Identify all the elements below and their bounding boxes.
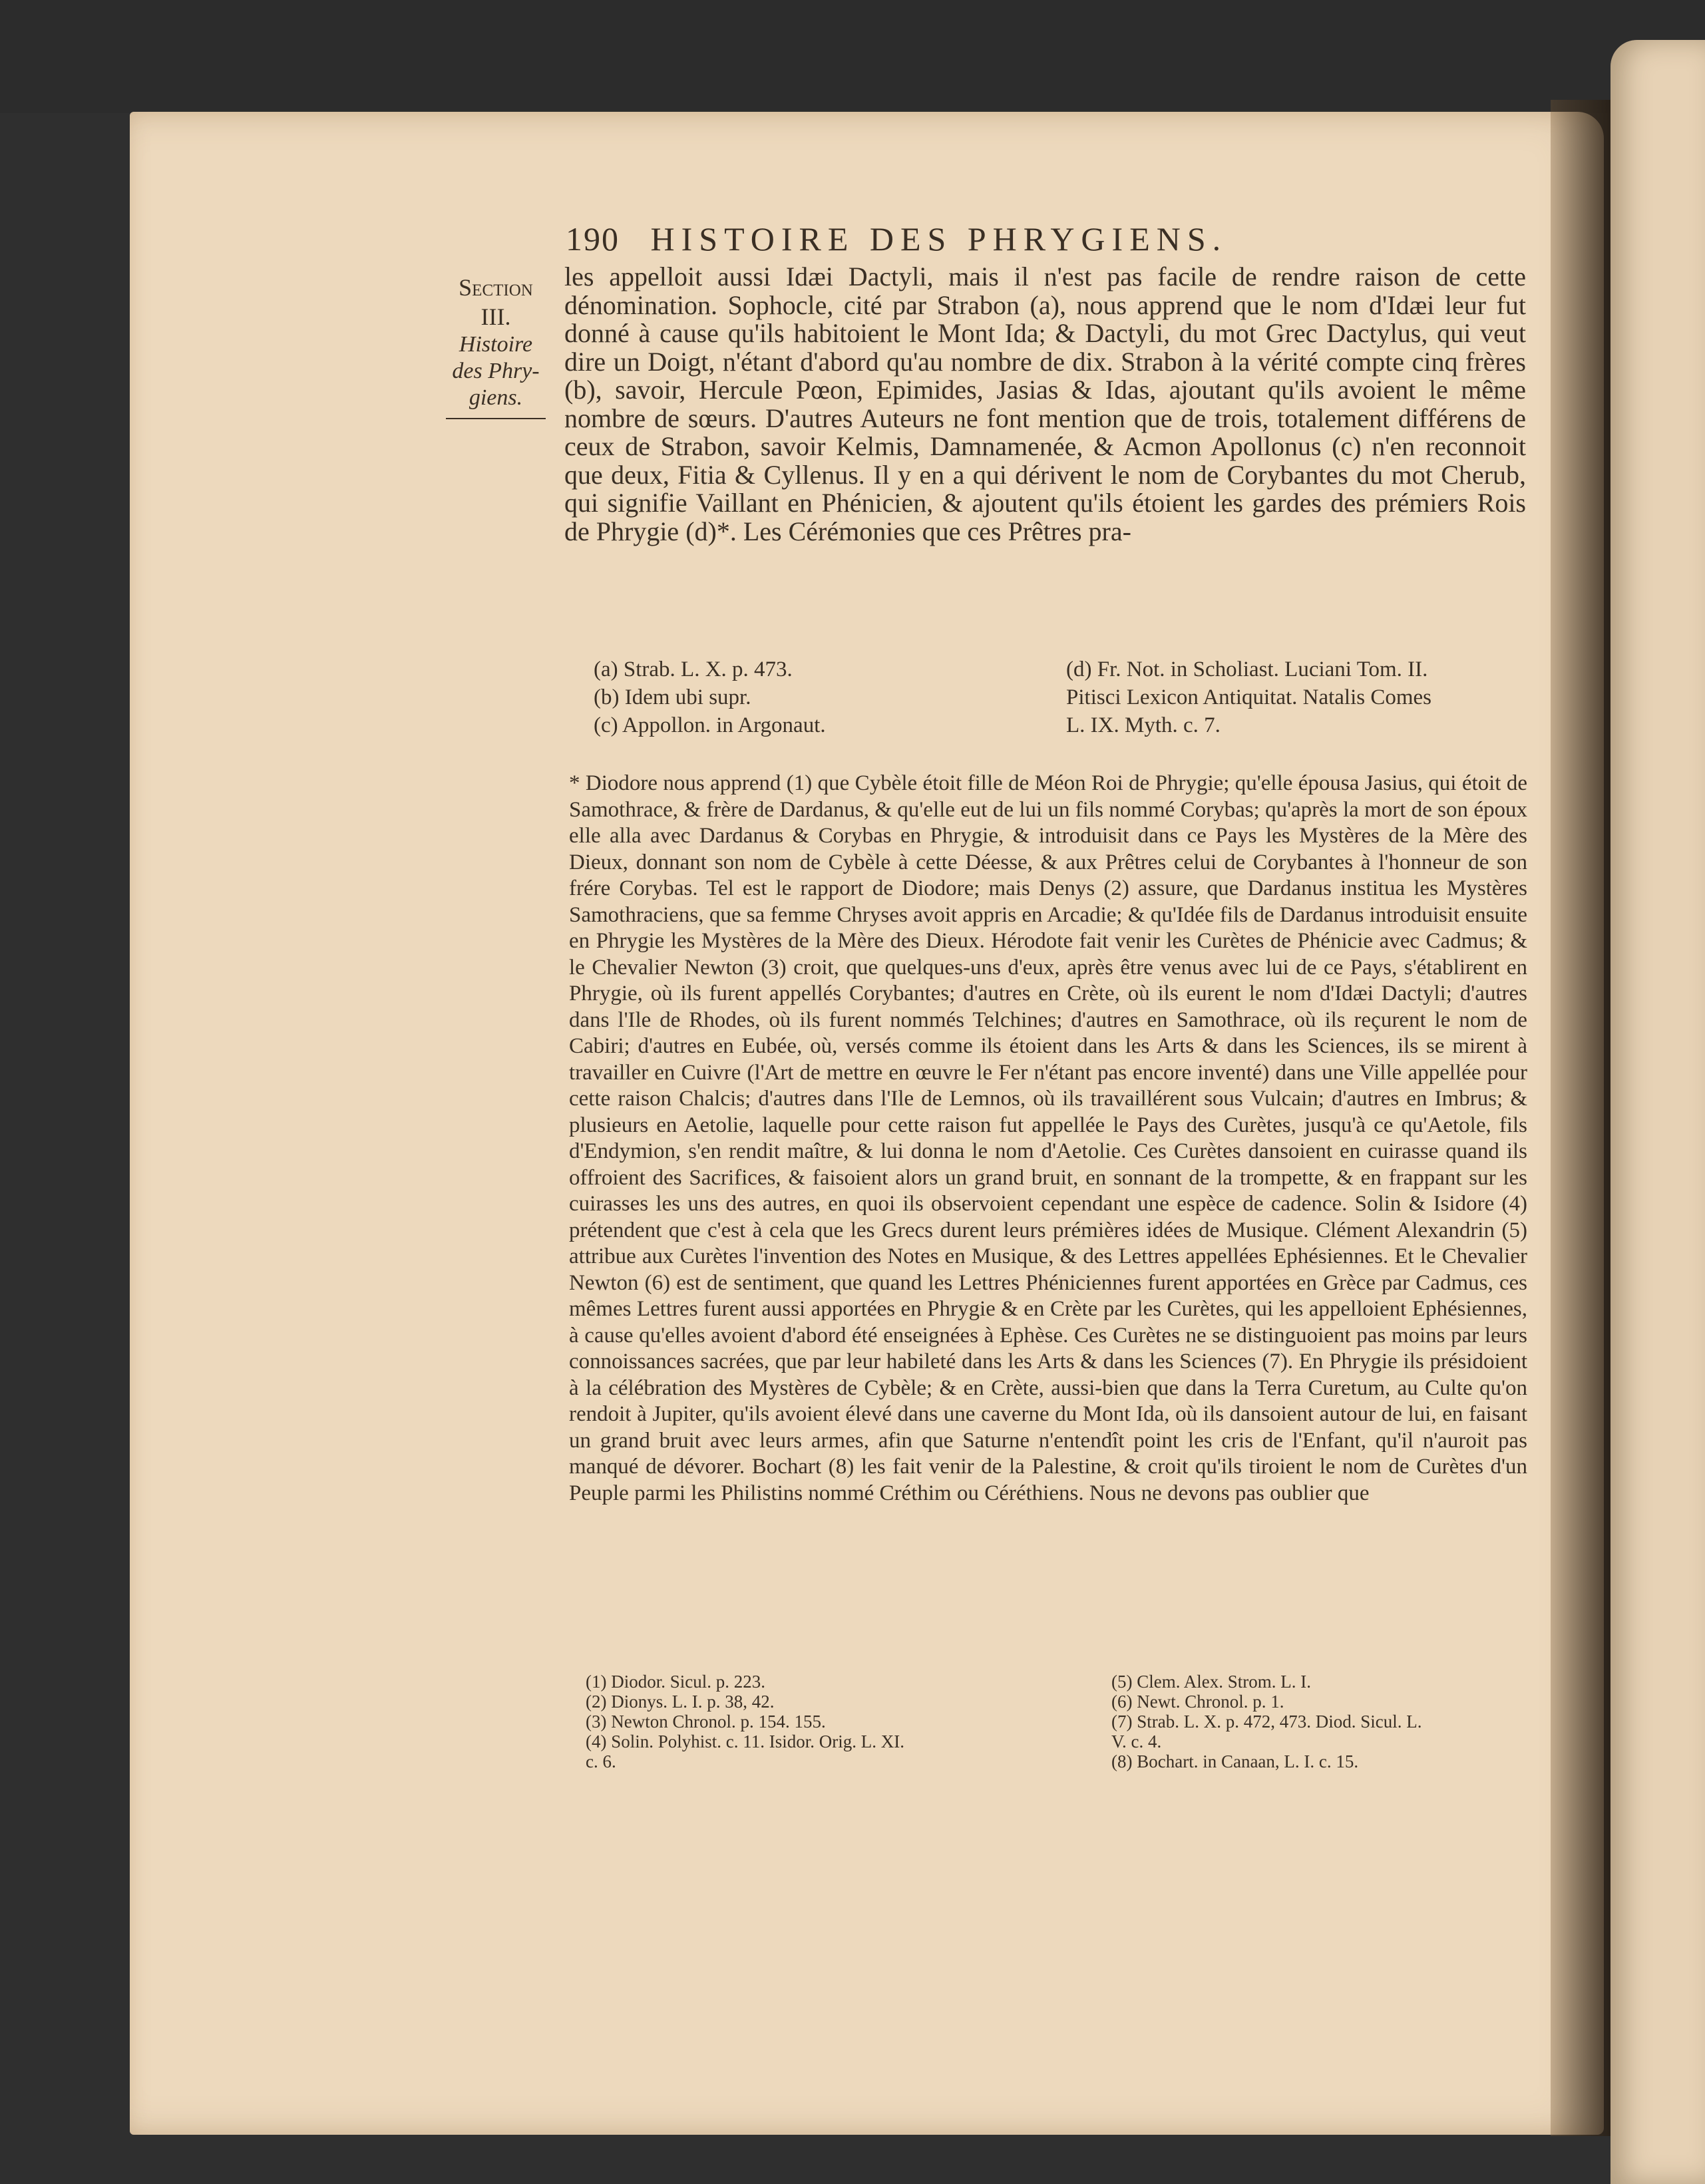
main-text bbox=[564, 263, 1526, 546]
footnote-8: (8) Bochart. in Canaan, L. I. c. 15. bbox=[1111, 1751, 1359, 1771]
page-gutter-shadow bbox=[1551, 100, 1610, 2136]
scan-background bbox=[0, 0, 1705, 113]
footnotes-top bbox=[594, 655, 1532, 739]
footnote-3: (3) Newton Chronol. p. 154. 155. bbox=[586, 1712, 826, 1731]
footnotes-top-right bbox=[1066, 655, 1532, 739]
asterisk-note bbox=[569, 771, 1527, 1507]
footnotes-bottom-right bbox=[1111, 1672, 1524, 1771]
margin-note-line: giens. bbox=[469, 385, 523, 410]
main-paragraph: les appelloit aussi Idæi Dactyli, mais il n'est pas facile de rendre raison de cette dénomination. Sophocle, cité par Strabon (a), nous apprend que le nom d'Idæi leur fut donné à cause qu'ils habitoient le Mont Ida; & Dactyli, du mot Grec Dactylus, qui veut dire un Doigt, n'étant d'abord qu'au nombre de dix. Strabon à la vérité compte cinq frères (b), savoir, Hercule Pœon, Epimides, Jasias & Idas, ajoutant qu'ils avoient le même nombre de sœurs. D'autres Auteurs ne font mention que de trois, totalement différens de ceux de Strabon, savoir Kelmis, Damnamenée, & Acmon Apollonus (c) n'en reconnoit que deux, Fitia & Cyllenus. Il y en a qui dérivent le nom de Corybantes du mot Cherub, qui signifie Vaillant en Phénicien, & ajoutent qu'ils étoient les gardes des prémiers Rois de Phrygie (d)*. Les Cérémonies que ces Prêtres pra- bbox=[564, 262, 1526, 546]
footnote-c: (c) Appollon. in Argonaut. bbox=[594, 713, 826, 737]
footnote-2: (2) Dionys. L. I. p. 38, 42. bbox=[586, 1692, 775, 1712]
facing-page-edge bbox=[1610, 40, 1705, 2184]
footnotes-bottom bbox=[586, 1672, 1524, 1771]
section-number: III. bbox=[480, 303, 511, 330]
margin-note bbox=[446, 273, 546, 419]
footnotes-bottom-left bbox=[586, 1672, 1051, 1771]
page-number: 190 bbox=[566, 220, 620, 258]
footnote-7-cont: V. c. 4. bbox=[1111, 1731, 1162, 1751]
running-head bbox=[566, 220, 1431, 258]
running-title: HISTOIRE DES PHRYGIENS. bbox=[650, 220, 1228, 258]
footnote-d: (d) Fr. Not. in Scholiast. Luciani Tom. II. bbox=[1066, 657, 1428, 681]
footnote-b: (b) Idem ubi supr. bbox=[594, 685, 751, 709]
footnote-4-cont: c. 6. bbox=[586, 1751, 616, 1771]
section-label: Section bbox=[459, 274, 533, 301]
margin-rule bbox=[446, 418, 546, 419]
footnote-d-cont: L. IX. Myth. c. 7. bbox=[1066, 713, 1221, 737]
asterisk-note-text: * Diodore nous apprend (1) que Cybèle étoit fille de Méon Roi de Phrygie; qu'elle épousa Jasius, qui étoit de Samothrace, & frère de Dardanus, & qu'elle eut de lui un fils nommé Corybas; qu'après la mort de son époux elle alla avec Dardanus & Corybas en Phrygie, & introduisit dans ce Pays les Mystères de la Mère des Dieux, donnant son nom de Cybèle à cette Déesse, & aux Prêtres celui de Corybantes à l'honneur de son frére Corybas. Tel est le rapport de Diodore; mais Denys (2) assure, que Dardanus institua les Mystères Samothraciens, que sa femme Chryses avoit appris en Arcadie; & qu'Idée fils de Dardanus introduisit ensuite en Phrygie les Mystères de la Mère des Dieux. Hérodote fait venir les Curètes de Phénicie avec Cadmus; & le Chevalier Newton (3) croit, que quelques-uns d'eux, après être venus avec lui de ce Pays, s'établirent en Phrygie, où ils furent appellés Corybantes; d'autres en Crète, où ils eurent le nom d'Idæi Dactyli; d'autres dans l'Ile de Rhodes, où ils furent nommés Telchines; d'autres en Samothrace, où ils reçurent le nom de Cabiri; d'autres en Eubée, où, versés comme ils étoient dans les Arts & dans les Sciences, ils se mirent à travailler en Cuivre (l'Art de mettre en œuvre le Fer n'étant pas encore inventé) dans une Ville appellée pour cette raison Chalcis; d'autres dans l'Ile de Lemnos, où ils travaillérent sous Vulcain; d'autres en Imbrus; & plusieurs en Aetolie, laquelle pour cette raison fut appellée le Pays des Curètes, jusqu'à ce qu'Aetole, fils d'Endymion, s'en rendit maître, & lui donna le nom d'Aetolie. Ces Curètes dansoient en cuirasse quand ils offroient des Sacrifices, & faisoient alors un grand bruit, en sonnant de la trompette, & en frappant sur les cuirasses les uns des autres, en quoi ils observoient cependant une espèce de cadence. Solin & Isidore (4) prétendent que c'est à cela que les Grecs durent leurs prémières idées de Musique. Clément Alexandrin (5) attribue aux Curètes l'invention des Notes en Musique, & des Lettres appellées Ephésiennes. Et le Chevalier Newton (6) est de sentiment, que quand les Lettres Phéniciennes furent apportées en Grèce par Cadmus, ces mêmes Lettres furent aussi apportées en Phrygie & en Crète par les Curètes, qui les appelloient Ephésiennes, à cause qu'elles avoient d'abord été enseignées à Ephèse. Ces Curètes ne se distinguoient pas moins par leurs connoissances sacrées, que par leur habileté dans les Arts & dans les Sciences (7). En Phrygie ils présidoient à la célébration des Mystères de Cybèle; & en Crète, aussi-bien que dans la Terra Curetum, au Culte qu'on rendoit à Jupiter, qu'ils avoient élevé dans une caverne du Mont Ida, où ils dansoient autour de lui, en faisant un grand bruit avec leurs armes, afin que Saturne n'entendît point les cris de l'Enfant, qu'il n'auroit pas manqué de dévorer. Bochart (8) les fait venir de la Palestine, & croit qu'ils tiroient le nom de Curètes d'un Peuple parmi les Philistins nommé Créthim ou Céréthiens. Nous ne devons pas oublier que bbox=[569, 771, 1527, 1505]
margin-note-line: des Phry- bbox=[452, 359, 540, 383]
footnote-7: (7) Strab. L. X. p. 472, 473. Diod. Sicul. L. bbox=[1111, 1712, 1422, 1731]
margin-note-line: Histoire bbox=[459, 332, 533, 357]
footnote-a: (a) Strab. L. X. p. 473. bbox=[594, 657, 793, 681]
footnote-1: (1) Diodor. Sicul. p. 223. bbox=[586, 1672, 765, 1692]
footnotes-top-left bbox=[594, 655, 966, 739]
footnote-6: (6) Newt. Chronol. p. 1. bbox=[1111, 1692, 1284, 1712]
footnote-d-cont: Pitisci Lexicon Antiquitat. Natalis Comes bbox=[1066, 685, 1432, 709]
footnote-4: (4) Solin. Polyhist. c. 11. Isidor. Orig. L. XI. bbox=[586, 1731, 904, 1751]
footnote-5: (5) Clem. Alex. Strom. L. I. bbox=[1111, 1672, 1311, 1692]
